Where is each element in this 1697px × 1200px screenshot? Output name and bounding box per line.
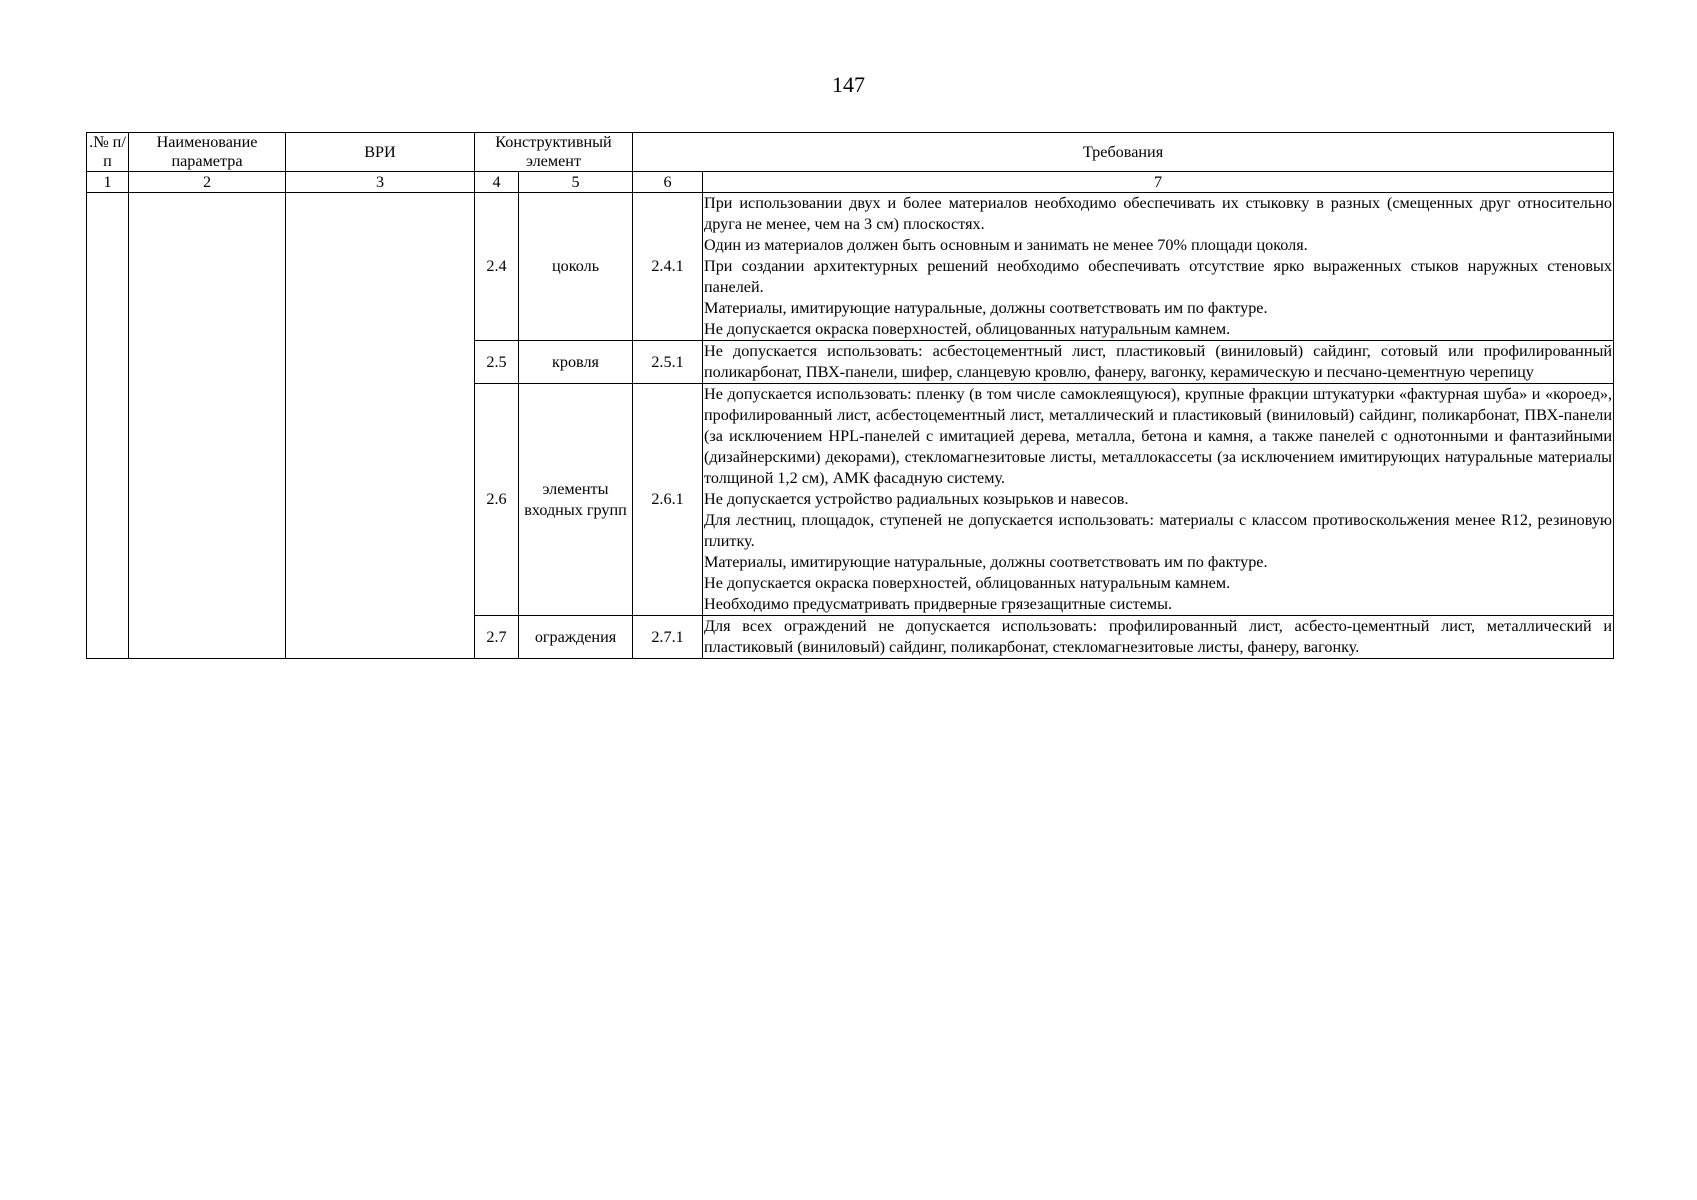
- requirement-text: [703, 193, 1614, 341]
- requirement-item: При использовании двух и более материалов необходимо обеспечивать их стыковку в разных (смещенных друг относительно друга не менее, чем на 3 см) плоскостях.: [704, 194, 1613, 233]
- column-number: 7: [703, 172, 1614, 193]
- element-code: 2.7: [475, 616, 519, 659]
- element-name: кровля: [519, 341, 633, 384]
- column-number: 5: [519, 172, 633, 193]
- header-vri: ВРИ: [286, 133, 475, 172]
- column-number: 6: [633, 172, 703, 193]
- requirement-item: Не допускается использовать: пленку (в том числе самоклеящуюся), крупные фракции штукатурки «фактурная шуба» и «короед», профилированный лист, асбестоцементный лист, металлический и пластиковый (виниловый) сайдинг, поликарбонат, ПВХ-панели (за исключением HPL-панелей с имитацией дерева, металла, бетона и камня, а также панелей с однотонными и фантазийными (дизайнерскими) декорами), стекломагнезитовые листы, металлокассеты (за исключением имитирующих натуральные материалы толщиной 1,2 см), АМК фасадную систему.: [704, 385, 1613, 487]
- requirement-item: При создании архитектурных решений необходимо обеспечивать отсутствие ярко выраженных стыков наружных стеновых панелей.: [704, 257, 1613, 296]
- element-name: цоколь: [519, 193, 633, 341]
- column-number: 2: [129, 172, 286, 193]
- requirement-item: Не допускается окраска поверхностей, облицованных натуральным камнем.: [704, 574, 1231, 592]
- requirements-table: [86, 132, 1614, 659]
- element-code: 2.6: [475, 384, 519, 616]
- requirement-code: 2.6.1: [633, 384, 703, 616]
- page-number: 147: [832, 72, 865, 97]
- column-number-row: [87, 172, 1614, 193]
- requirement-text: [703, 384, 1614, 616]
- header-num: .№ п/п: [87, 133, 129, 172]
- requirement-item: Материалы, имитирующие натуральные, должны соответствовать им по фактуре.: [704, 299, 1268, 317]
- vri-cell-empty: [286, 193, 475, 659]
- element-name: ограждения: [519, 616, 633, 659]
- requirement-item: Материалы, имитирующие натуральные, должны соответствовать им по фактуре.: [704, 553, 1268, 571]
- column-number: 3: [286, 172, 475, 193]
- element-code: 2.4: [475, 193, 519, 341]
- requirement-item: Необходимо предусматривать придверные грязезащитные системы.: [704, 595, 1173, 613]
- table-header-row: [87, 133, 1614, 172]
- header-param: Наименование параметра: [129, 133, 286, 172]
- requirement-item: Не допускается использовать: асбестоцементный лист, пластиковый (виниловый) сайдинг, сотовый или профилированный поликарбонат, ПВХ-панели, шифер, сланцевую кровлю, фанеру, вагонку, керамическую и песчано-цементную черепицу: [704, 342, 1613, 381]
- requirement-text: [703, 616, 1614, 659]
- table-row: [87, 193, 1614, 341]
- element-code: 2.5: [475, 341, 519, 384]
- requirement-item: Не допускается устройство радиальных козырьков и навесов.: [704, 490, 1129, 508]
- requirement-code: 2.7.1: [633, 616, 703, 659]
- header-element: Конструктивный элемент: [475, 133, 633, 172]
- element-name: элементы входных групп: [519, 384, 633, 616]
- requirement-code: 2.5.1: [633, 341, 703, 384]
- requirement-item: Для всех ограждений не допускается использовать: профилированный лист, асбесто-цементный лист, металлический и пластиковый (виниловый) сайдинг, поликарбонат, стекломагнезитовые листы, фанеру, вагонку.: [704, 617, 1613, 656]
- requirement-text: [703, 341, 1614, 384]
- requirement-code: 2.4.1: [633, 193, 703, 341]
- requirement-item: Для лестниц, площадок, ступеней не допускается использовать: материалы с классом противоскольжения менее R12, резиновую плитку.: [704, 511, 1613, 550]
- requirement-item: Один из материалов должен быть основным и занимать не менее 70% площади цоколя.: [704, 236, 1308, 254]
- num-cell-empty: [87, 193, 129, 659]
- column-number: 4: [475, 172, 519, 193]
- requirement-item: Не допускается окраска поверхностей, облицованных натуральным камнем.: [704, 320, 1231, 338]
- header-requirements: Требования: [633, 133, 1614, 172]
- column-number: 1: [87, 172, 129, 193]
- param-cell-empty: [129, 193, 286, 659]
